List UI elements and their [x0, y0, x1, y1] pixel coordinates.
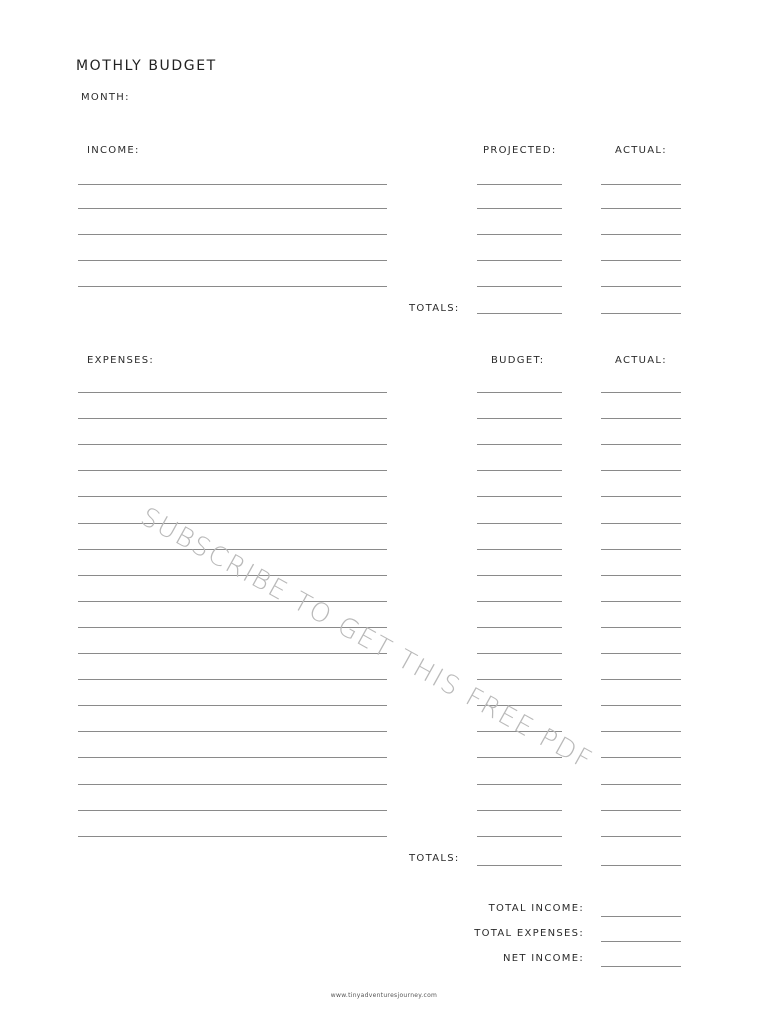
income-projected-line[interactable] — [477, 260, 562, 261]
income-actual-line[interactable] — [601, 234, 681, 235]
expense-actual-line[interactable] — [601, 523, 681, 524]
income-item-line[interactable] — [78, 286, 387, 287]
expense-budget-line[interactable] — [477, 418, 562, 419]
expense-item-line[interactable] — [78, 810, 387, 811]
expense-actual-line[interactable] — [601, 549, 681, 550]
expense-budget-line[interactable] — [477, 627, 562, 628]
expense-budget-line[interactable] — [477, 757, 562, 758]
expense-budget-line[interactable] — [477, 392, 562, 393]
expense-item-line[interactable] — [78, 523, 387, 524]
expense-budget-line[interactable] — [477, 653, 562, 654]
expense-actual-line[interactable] — [601, 653, 681, 654]
page-title: MOTHLY BUDGET — [76, 58, 217, 74]
watermark-text: SUBSCRIBE TO GET THIS FREE PDF — [135, 502, 598, 777]
expense-budget-line[interactable] — [477, 679, 562, 680]
expense-actual-line[interactable] — [601, 392, 681, 393]
expenses-totals-label: TOTALS: — [409, 853, 460, 864]
income-item-line[interactable] — [78, 260, 387, 261]
total-income-field[interactable] — [601, 916, 681, 917]
expense-budget-line[interactable] — [477, 810, 562, 811]
expense-item-line[interactable] — [78, 549, 387, 550]
expense-budget-total-line[interactable] — [477, 865, 562, 866]
expense-budget-line[interactable] — [477, 523, 562, 524]
income-label: INCOME: — [87, 145, 140, 156]
expense-budget-line[interactable] — [477, 470, 562, 471]
expense-item-line[interactable] — [78, 784, 387, 785]
income-actual-line[interactable] — [601, 208, 681, 209]
income-item-line[interactable] — [78, 184, 387, 185]
total-income-label: TOTAL INCOME: — [488, 903, 584, 914]
expense-budget-line[interactable] — [477, 836, 562, 837]
expense-item-line[interactable] — [78, 496, 387, 497]
expense-item-line[interactable] — [78, 470, 387, 471]
expense-actual-line[interactable] — [601, 810, 681, 811]
expense-item-line[interactable] — [78, 575, 387, 576]
expense-item-line[interactable] — [78, 757, 387, 758]
expense-budget-line[interactable] — [477, 549, 562, 550]
expense-budget-line[interactable] — [477, 496, 562, 497]
expense-item-line[interactable] — [78, 601, 387, 602]
expense-actual-line[interactable] — [601, 418, 681, 419]
expense-actual-line[interactable] — [601, 601, 681, 602]
expense-budget-line[interactable] — [477, 731, 562, 732]
expense-actual-line[interactable] — [601, 731, 681, 732]
expense-item-line[interactable] — [78, 392, 387, 393]
expense-item-line[interactable] — [78, 731, 387, 732]
net-income-field[interactable] — [601, 966, 681, 967]
income-projected-line[interactable] — [477, 184, 562, 185]
month-label: MONTH: — [81, 92, 130, 103]
expense-budget-line[interactable] — [477, 784, 562, 785]
expense-actual-line[interactable] — [601, 470, 681, 471]
income-actual-total-line[interactable] — [601, 313, 681, 314]
expense-item-line[interactable] — [78, 627, 387, 628]
expense-actual-line[interactable] — [601, 444, 681, 445]
budget-label: BUDGET: — [491, 355, 545, 366]
income-item-line[interactable] — [78, 234, 387, 235]
expense-actual-line[interactable] — [601, 836, 681, 837]
expense-budget-line[interactable] — [477, 705, 562, 706]
income-actual-line[interactable] — [601, 286, 681, 287]
total-expenses-label: TOTAL EXPENSES: — [474, 928, 584, 939]
expenses-actual-label: ACTUAL: — [615, 355, 667, 366]
expense-actual-line[interactable] — [601, 757, 681, 758]
expense-actual-line[interactable] — [601, 627, 681, 628]
expense-actual-line[interactable] — [601, 705, 681, 706]
expense-actual-total-line[interactable] — [601, 865, 681, 866]
expense-item-line[interactable] — [78, 679, 387, 680]
expenses-label: EXPENSES: — [87, 355, 155, 366]
expense-item-line[interactable] — [78, 705, 387, 706]
income-projected-line[interactable] — [477, 208, 562, 209]
projected-label: PROJECTED: — [483, 145, 557, 156]
income-projected-line[interactable] — [477, 286, 562, 287]
expense-item-line[interactable] — [78, 444, 387, 445]
income-item-line[interactable] — [78, 208, 387, 209]
income-actual-label: ACTUAL: — [615, 145, 667, 156]
total-expenses-field[interactable] — [601, 941, 681, 942]
income-projected-line[interactable] — [477, 234, 562, 235]
income-actual-line[interactable] — [601, 184, 681, 185]
expense-item-line[interactable] — [78, 653, 387, 654]
income-projected-total-line[interactable] — [477, 313, 562, 314]
expense-budget-line[interactable] — [477, 601, 562, 602]
expense-item-line[interactable] — [78, 836, 387, 837]
expense-budget-line[interactable] — [477, 575, 562, 576]
footer-url: www.tinyadventuresjourney.com — [330, 992, 438, 999]
net-income-label: NET INCOME: — [503, 953, 584, 964]
expense-actual-line[interactable] — [601, 679, 681, 680]
expense-item-line[interactable] — [78, 418, 387, 419]
expense-actual-line[interactable] — [601, 575, 681, 576]
expense-actual-line[interactable] — [601, 496, 681, 497]
expense-budget-line[interactable] — [477, 444, 562, 445]
income-actual-line[interactable] — [601, 260, 681, 261]
income-totals-label: TOTALS: — [409, 303, 460, 314]
expense-actual-line[interactable] — [601, 784, 681, 785]
